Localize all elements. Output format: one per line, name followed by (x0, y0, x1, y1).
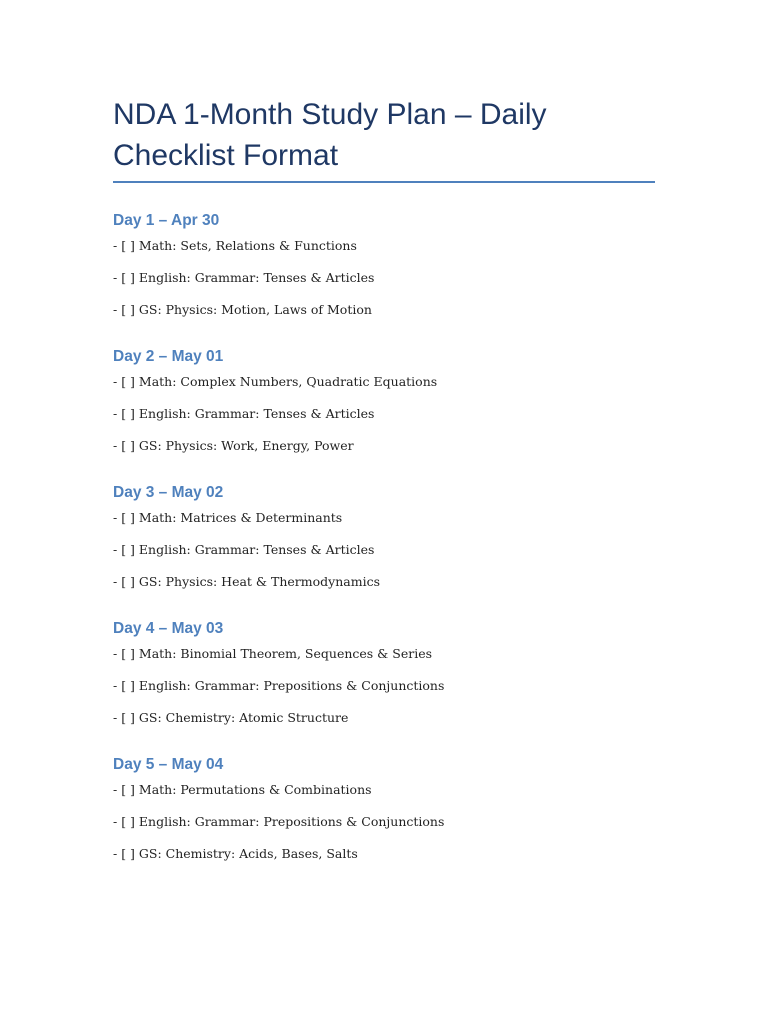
day-heading: Day 3 – May 02 (113, 484, 224, 501)
task-item: - [ ] GS: Chemistry: Atomic Structure (113, 710, 349, 725)
day-section-1 (113, 210, 655, 319)
task-item: - [ ] Math: Matrices & Determinants (113, 510, 343, 525)
task-item: - [ ] English: Grammar: Tenses & Articles (113, 270, 375, 285)
task-item: - [ ] Math: Sets, Relations & Functions (113, 238, 357, 253)
task-item: - [ ] Math: Binomial Theorem, Sequences & Series (113, 646, 433, 661)
task-item: - [ ] English: Grammar: Tenses & Articles (113, 542, 375, 557)
task-item: - [ ] English: Grammar: Tenses & Articles (113, 406, 375, 421)
task-item: - [ ] Math: Permutations & Combinations (113, 782, 372, 797)
title-line-1: NDA 1-Month Study Plan – Daily (113, 98, 547, 131)
task-item: - [ ] GS: Physics: Heat & Thermodynamics (113, 574, 380, 589)
day-heading: Day 1 – Apr 30 (113, 212, 220, 229)
task-item: - [ ] GS: Physics: Work, Energy, Power (113, 438, 354, 453)
task-item: - [ ] Math: Complex Numbers, Quadratic Equations (113, 374, 438, 389)
day-heading: Day 4 – May 03 (113, 620, 224, 637)
task-item: - [ ] GS: Chemistry: Acids, Bases, Salts (113, 846, 358, 861)
day-section-3 (113, 482, 655, 591)
day-section-2 (113, 346, 655, 455)
document-page (113, 94, 655, 863)
task-item: - [ ] GS: Physics: Motion, Laws of Motion (113, 302, 372, 317)
title-line-2: Checklist Format (113, 139, 339, 172)
day-heading: Day 2 – May 01 (113, 348, 224, 365)
task-item: - [ ] English: Grammar: Prepositions & Conjunctions (113, 814, 445, 829)
day-heading: Day 5 – May 04 (113, 756, 224, 773)
day-section-4 (113, 618, 655, 727)
document-title (113, 94, 655, 183)
task-item: - [ ] English: Grammar: Prepositions & Conjunctions (113, 678, 445, 693)
day-section-5 (113, 754, 655, 863)
